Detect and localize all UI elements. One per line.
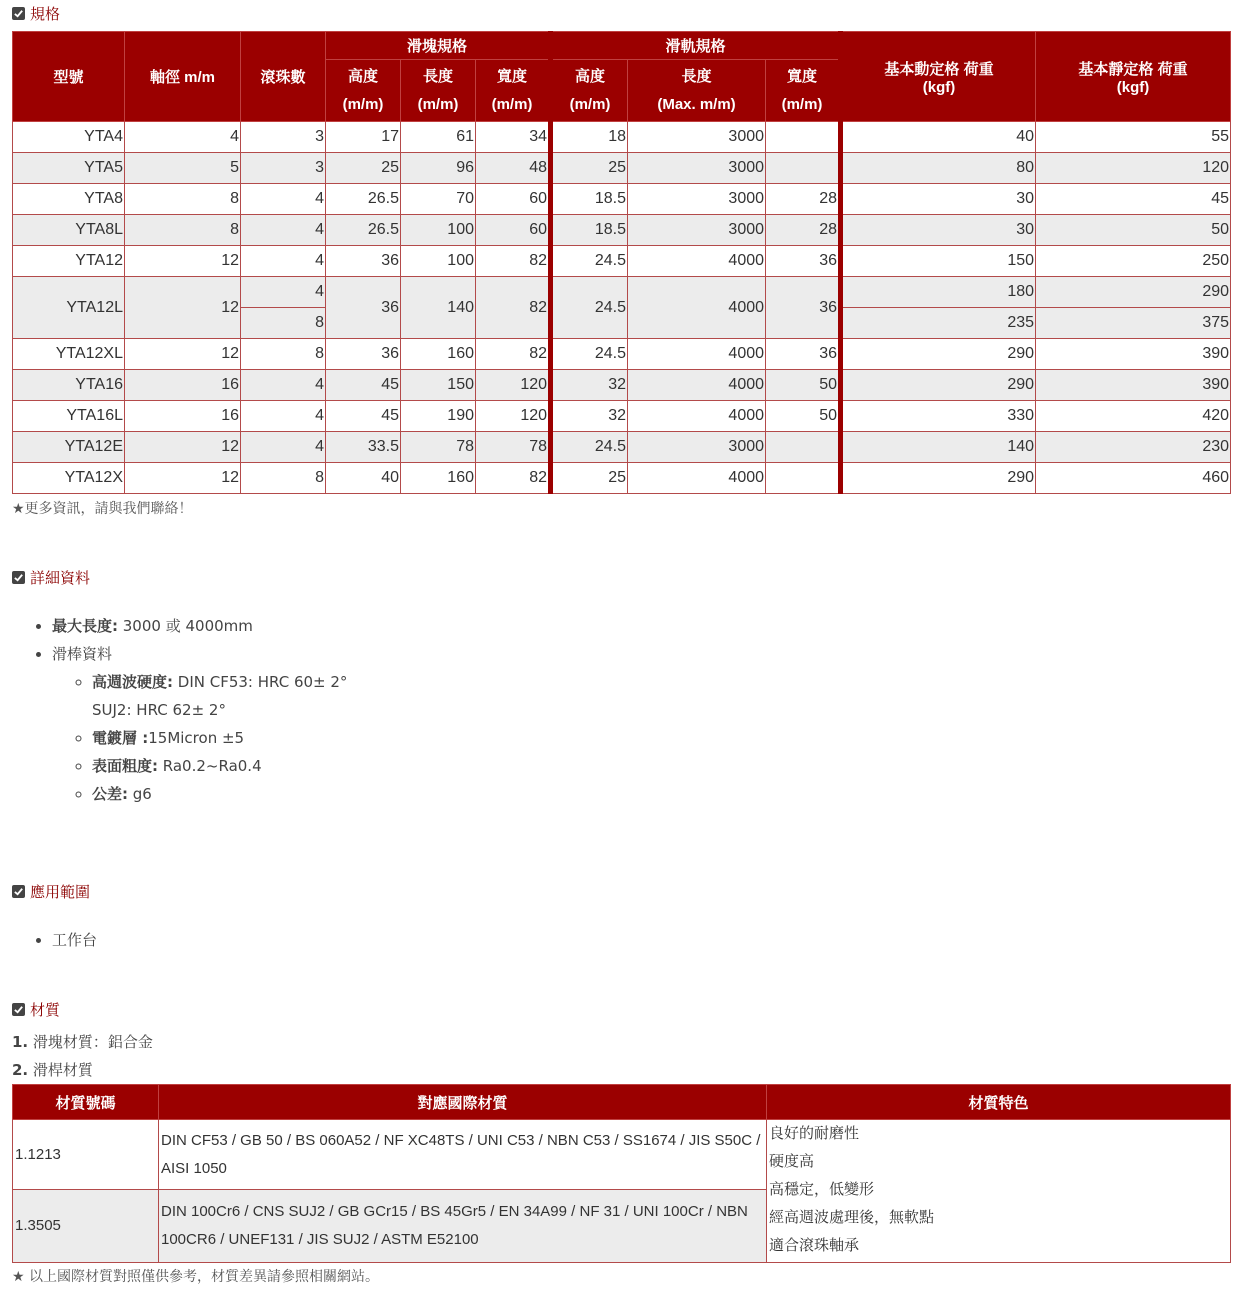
list-item: ◦ 電鍍層 :15Micron ±5 xyxy=(92,724,347,752)
table-cell-bw: 78 xyxy=(476,432,551,463)
table-cell-bw: 120 xyxy=(476,370,551,401)
header-shaft: 軸徑 m/m xyxy=(125,32,241,122)
table-row xyxy=(13,184,1231,215)
table-cell-bl: 96 xyxy=(401,153,476,184)
table-cell-bh: 33.5 xyxy=(326,432,401,463)
table-cell-bl: 160 xyxy=(401,339,476,370)
table-cell-rl: 4000 xyxy=(628,277,766,339)
header-rail-group: 滑軌規格 xyxy=(551,32,841,60)
table-cell-rw: 28 xyxy=(766,215,841,246)
table-cell-shaft: 12 xyxy=(125,277,241,339)
feature-item: 高穩定，低變形 xyxy=(769,1181,875,1198)
material-table xyxy=(12,1084,1231,1263)
table-row xyxy=(13,339,1231,370)
material-section-header xyxy=(12,999,60,1020)
block-material-line: 1. 滑塊材質：鋁合金 xyxy=(12,1033,153,1051)
table-cell-rh: 18 xyxy=(551,122,628,153)
table-cell-bw: 82 xyxy=(476,463,551,494)
header-block-width: 寬度 (m/m) xyxy=(476,60,551,122)
table-cell-sta: 120 xyxy=(1036,153,1231,184)
table-cell-model: YTA4 xyxy=(13,122,125,153)
list-item: • 最大長度: 3000 或 4000mm xyxy=(52,612,347,640)
table-cell-rl: 4000 xyxy=(628,463,766,494)
table-cell-rh: 18.5 xyxy=(551,215,628,246)
table-cell-rw xyxy=(766,432,841,463)
table-cell-bl: 160 xyxy=(401,463,476,494)
table-cell-bw: 82 xyxy=(476,246,551,277)
list-item: ◦ 表面粗度: Ra0.2~Ra0.4 xyxy=(92,752,347,780)
table-cell-rw xyxy=(766,153,841,184)
table-cell-balls: 4 xyxy=(241,215,326,246)
table-cell-sta: 290 xyxy=(1036,277,1231,308)
table-cell-model: YTA8L xyxy=(13,215,125,246)
table-cell-shaft: 16 xyxy=(125,401,241,432)
table-cell-shaft: 12 xyxy=(125,432,241,463)
table-cell-rl: 4000 xyxy=(628,246,766,277)
table-cell-bh: 36 xyxy=(326,339,401,370)
table-cell-dyn: 330 xyxy=(841,401,1036,432)
table-cell-balls: 3 xyxy=(241,153,326,184)
table-cell-bh: 26.5 xyxy=(326,215,401,246)
table-cell-bh: 36 xyxy=(326,246,401,277)
table-cell-balls: 3 xyxy=(241,122,326,153)
header-rail-width: 寬度 (m/m) xyxy=(766,60,841,122)
table-cell-dyn: 30 xyxy=(841,215,1036,246)
table-cell-sta: 390 xyxy=(1036,370,1231,401)
material-note: ★ 以上國際材質對照僅供參考，材質差異請參照相關網站。 xyxy=(12,1269,379,1285)
header-rail-height: 高度 (m/m) xyxy=(551,60,628,122)
table-row xyxy=(13,246,1231,277)
table-cell-balls: 8 xyxy=(241,339,326,370)
table-cell-shaft: 12 xyxy=(125,339,241,370)
table-cell-rh: 32 xyxy=(551,370,628,401)
header-intl-material: 對應國際材質 xyxy=(159,1085,767,1120)
table-row xyxy=(13,370,1231,401)
table-cell-sta: 55 xyxy=(1036,122,1231,153)
spec-table xyxy=(12,31,1231,494)
table-cell-rw xyxy=(766,463,841,494)
table-cell-rw: 36 xyxy=(766,246,841,277)
table-cell-model: YTA12E xyxy=(13,432,125,463)
header-rail-length: 長度 (Max. m/m) xyxy=(628,60,766,122)
application-list xyxy=(12,926,97,954)
material-code: 1.1213 xyxy=(13,1120,159,1190)
table-cell-balls: 4 xyxy=(241,370,326,401)
table-row xyxy=(13,215,1231,246)
rod-sublist xyxy=(52,668,347,808)
table-cell-bh: 26.5 xyxy=(326,184,401,215)
table-cell-sta: 230 xyxy=(1036,432,1231,463)
list-item: ◦ 公差: g6 xyxy=(92,780,347,808)
table-cell-model: YTA12X xyxy=(13,463,125,494)
table-cell-rh: 25 xyxy=(551,153,628,184)
table-cell-shaft: 5 xyxy=(125,153,241,184)
table-cell-bl: 78 xyxy=(401,432,476,463)
header-block-length: 長度 (m/m) xyxy=(401,60,476,122)
table-cell-shaft: 8 xyxy=(125,215,241,246)
table-cell-rl: 3000 xyxy=(628,184,766,215)
rod-material-line: 2. 滑桿材質 xyxy=(12,1061,93,1079)
table-cell-sta: 250 xyxy=(1036,246,1231,277)
table-cell-balls: 4 xyxy=(241,246,326,277)
table-cell-sta: 45 xyxy=(1036,184,1231,215)
table-row xyxy=(13,432,1231,463)
list-item: ◦ 高週波硬度: DIN CF53: HRC 60± 2° SUJ2: HRC 62± 2° xyxy=(92,668,347,724)
header-model: 型號 xyxy=(13,32,125,122)
table-cell-dyn: 40 xyxy=(841,122,1036,153)
header-static-load: 基本靜定格 荷重 (kgf) xyxy=(1036,32,1231,122)
table-cell-rw: 28 xyxy=(766,184,841,215)
table-cell-dyn: 140 xyxy=(841,432,1036,463)
table-cell-balls: 4 xyxy=(241,277,326,308)
material-code: 1.3505 xyxy=(13,1190,159,1263)
table-cell-shaft: 16 xyxy=(125,370,241,401)
feature-item: 經高週波處理後，無軟點 xyxy=(769,1209,935,1226)
table-cell-rh: 24.5 xyxy=(551,432,628,463)
table-cell-rh: 32 xyxy=(551,401,628,432)
table-cell-bw: 120 xyxy=(476,401,551,432)
table-cell-rh: 18.5 xyxy=(551,184,628,215)
details-section-header xyxy=(12,567,90,588)
spec-heading: 規格 xyxy=(30,5,61,23)
table-cell-bl: 61 xyxy=(401,122,476,153)
table-cell-bh: 45 xyxy=(326,370,401,401)
application-heading: 應用範圍 xyxy=(30,883,91,901)
feature-item: 適合滾珠軸承 xyxy=(769,1237,860,1254)
checkbox-checked-icon xyxy=(12,7,25,20)
table-cell-shaft: 12 xyxy=(125,246,241,277)
table-cell-bl: 100 xyxy=(401,215,476,246)
table-cell-dyn: 30 xyxy=(841,184,1036,215)
table-cell-bw: 60 xyxy=(476,215,551,246)
table-cell-bl: 100 xyxy=(401,246,476,277)
list-item: • 工作台 xyxy=(52,926,97,954)
table-cell-rw: 50 xyxy=(766,401,841,432)
table-cell-rl: 3000 xyxy=(628,153,766,184)
table-cell-sta: 50 xyxy=(1036,215,1231,246)
spec-section-header xyxy=(12,3,60,24)
list-item: • 滑棒資料 ◦ 高週波硬度: DIN CF53: HRC 60± 2° SUJ2: HRC 62± 2° ◦ 電鍍層 :15Micron ±5 ◦ 表面粗度: Ra0.2~Ra0.4 ◦ 公差: g6 xyxy=(52,640,347,808)
table-cell-bl: 140 xyxy=(401,277,476,339)
application-section-header xyxy=(12,881,90,902)
table-cell-rw xyxy=(766,122,841,153)
table-cell-shaft: 8 xyxy=(125,184,241,215)
table-cell-shaft: 12 xyxy=(125,463,241,494)
table-cell-rl: 3000 xyxy=(628,215,766,246)
table-cell-model: YTA5 xyxy=(13,153,125,184)
table-cell-sta: 420 xyxy=(1036,401,1231,432)
table-row xyxy=(13,277,1231,308)
header-block-height: 高度 (m/m) xyxy=(326,60,401,122)
table-cell-model: YTA12 xyxy=(13,246,125,277)
table-cell-sta: 460 xyxy=(1036,463,1231,494)
material-features xyxy=(767,1120,1231,1263)
header-balls: 滾珠數 xyxy=(241,32,326,122)
table-cell-bh: 40 xyxy=(326,463,401,494)
table-cell-model: YTA16L xyxy=(13,401,125,432)
table-cell-dyn: 180 xyxy=(841,277,1036,308)
table-cell-bw: 34 xyxy=(476,122,551,153)
intl-material: DIN CF53 / GB 50 / BS 060A52 / NF XC48TS / UNI C53 / NBN C53 / SS1674 / JIS S50C / AISI 1050 xyxy=(159,1120,767,1190)
header-dynamic-load: 基本動定格 荷重 (kgf) xyxy=(841,32,1036,122)
details-heading: 詳細資料 xyxy=(30,569,91,587)
table-cell-balls: 4 xyxy=(241,401,326,432)
table-cell-dyn: 150 xyxy=(841,246,1036,277)
feature-item: 良好的耐磨性 xyxy=(769,1125,860,1142)
table-cell-rl: 3000 xyxy=(628,122,766,153)
table-cell-model: YTA8 xyxy=(13,184,125,215)
table-cell-sta: 390 xyxy=(1036,339,1231,370)
checkbox-checked-icon xyxy=(12,885,25,898)
table-cell-rl: 3000 xyxy=(628,432,766,463)
table-cell-rw: 36 xyxy=(766,277,841,339)
table-cell-bh: 45 xyxy=(326,401,401,432)
intl-material: DIN 100Cr6 / CNS SUJ2 / GB GCr15 / BS 45Gr5 / EN 34A99 / NF 31 / UNI 100Cr / NBN 100CR6 / UNEF131 / JIS SUJ2 / ASTM E52100 xyxy=(159,1190,767,1263)
table-cell-bh: 36 xyxy=(326,277,401,339)
table-cell-balls: 4 xyxy=(241,184,326,215)
table-cell-balls: 8 xyxy=(241,463,326,494)
table-cell-dyn: 290 xyxy=(841,370,1036,401)
header-block-group: 滑塊規格 xyxy=(326,32,551,60)
table-cell-model: YTA16 xyxy=(13,370,125,401)
table-row xyxy=(13,153,1231,184)
header-material-features: 材質特色 xyxy=(767,1085,1231,1120)
table-cell-dyn: 80 xyxy=(841,153,1036,184)
checkbox-checked-icon xyxy=(12,571,25,584)
details-list xyxy=(12,612,347,808)
table-cell-bw: 82 xyxy=(476,277,551,339)
table-cell-shaft: 4 xyxy=(125,122,241,153)
table-row xyxy=(13,463,1231,494)
checkbox-checked-icon xyxy=(12,1003,25,1016)
table-cell-bl: 150 xyxy=(401,370,476,401)
table-cell-dyn: 290 xyxy=(841,463,1036,494)
table-cell-rl: 4000 xyxy=(628,339,766,370)
table-cell-bh: 25 xyxy=(326,153,401,184)
table-cell-sta2: 375 xyxy=(1036,308,1231,339)
table-cell-dyn: 290 xyxy=(841,339,1036,370)
feature-item: 硬度高 xyxy=(769,1153,815,1170)
table-cell-bh: 17 xyxy=(326,122,401,153)
table-cell-bw: 60 xyxy=(476,184,551,215)
table-cell-rh: 24.5 xyxy=(551,339,628,370)
table-cell-bl: 70 xyxy=(401,184,476,215)
table-cell-bw: 82 xyxy=(476,339,551,370)
table-cell-balls2: 8 xyxy=(241,308,326,339)
table-cell-balls: 4 xyxy=(241,432,326,463)
table-cell-rw: 50 xyxy=(766,370,841,401)
table-cell-rh: 25 xyxy=(551,463,628,494)
table-cell-model: YTA12XL xyxy=(13,339,125,370)
table-cell-model: YTA12L xyxy=(13,277,125,339)
table-cell-bw: 48 xyxy=(476,153,551,184)
table-cell-dyn2: 235 xyxy=(841,308,1036,339)
table-row xyxy=(13,122,1231,153)
table-cell-bl: 190 xyxy=(401,401,476,432)
table-cell-rl: 4000 xyxy=(628,401,766,432)
material-heading: 材質 xyxy=(30,1001,61,1019)
table-cell-rw: 36 xyxy=(766,339,841,370)
table-cell-rl: 4000 xyxy=(628,370,766,401)
header-material-code: 材質號碼 xyxy=(13,1085,159,1120)
table-cell-rh: 24.5 xyxy=(551,277,628,339)
spec-note: ★更多資訊，請與我們聯絡！ xyxy=(12,501,193,517)
table-cell-rh: 24.5 xyxy=(551,246,628,277)
table-row xyxy=(13,1120,1231,1190)
table-row xyxy=(13,401,1231,432)
